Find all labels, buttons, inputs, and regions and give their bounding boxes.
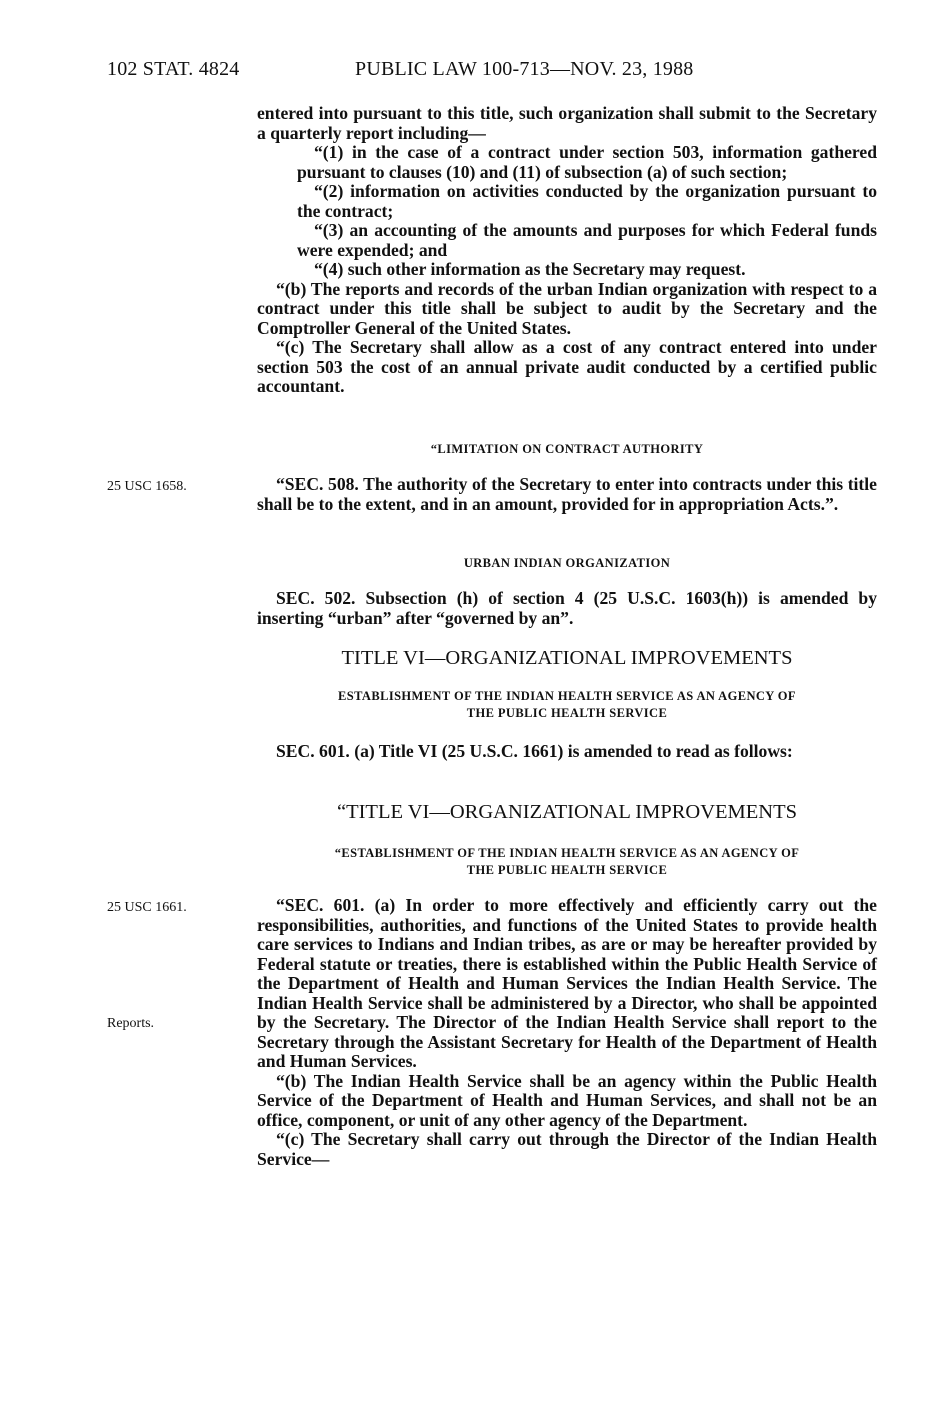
running-head-law: PUBLIC LAW 100-713—NOV. 23, 1988	[355, 58, 694, 80]
sec-502-section	[257, 589, 877, 628]
paragraph-continuation: entered into pursuant to this title, such organization shall submit to the Secretary a quarterly report including—	[257, 103, 877, 143]
heading-establishment-quoted	[257, 845, 877, 879]
title-vi-quoted-heading: “TITLE VI—ORGANIZATIONAL IMPROVEMENTS	[336, 801, 798, 823]
subsection-b-audit: “(b) The reports and records of the urban Indian organization with respect to a contract under this title shall be subject to audit by the Secretary and the Comptroller General of the United States.	[257, 278, 877, 338]
sec-601-subsection-c: “(c) The Secretary shall carry out through the Director of the Indian Health Service—	[257, 1129, 877, 1169]
margin-note-reports: Reports.	[107, 1016, 155, 1031]
heading-limitation: “LIMITATION ON CONTRACT AUTHORITY	[430, 442, 704, 456]
sec-601-quoted-section	[257, 896, 877, 1169]
heading-establishment	[257, 688, 877, 722]
stat-page-number: 102 STAT. 4824	[107, 58, 240, 80]
sec-508-section	[257, 475, 877, 514]
sec-502-text: SEC. 502. Subsection (h) of section 4 (25 U.S.C. 1603(h)) is amended by inserting “urban” after “governed by an”.	[257, 588, 877, 628]
sec-601-amendment	[257, 742, 877, 762]
sec-601-subsection-b: “(b) The Indian Health Service shall be an agency within the Public Health Service of the Department of Health and Human Services, and shall not be an office, component, or unit of any other agency of the Department.	[257, 1070, 877, 1130]
subsection-c-audit-cost: “(c) The Secretary shall allow as a cost of any contract entered into under section 503 the cost of an annual private audit conducted by a certified public accountant.	[257, 337, 877, 396]
heading-establishment-quoted-line-2: THE PUBLIC HEALTH SERVICE	[466, 863, 668, 877]
heading-establishment-line-1: ESTABLISHMENT OF THE INDIAN HEALTH SERVICE AS AN AGENCY OF	[338, 689, 796, 703]
clause-4: “(4) such other information as the Secretary may request.	[314, 259, 746, 279]
heading-establishment-quoted-line-1: “ESTABLISHMENT OF THE INDIAN HEALTH SERVICE AS AN AGENCY OF	[334, 846, 800, 860]
heading-establishment-line-2: THE PUBLIC HEALTH SERVICE	[466, 706, 668, 720]
sec-508-text: “SEC. 508. The authority of the Secretary to enter into contracts under this title shall be to the extent, and in an amount, provided for in appropriation Acts.”.	[257, 474, 877, 514]
heading-urban-indian-organization: URBAN INDIAN ORGANIZATION	[463, 556, 671, 570]
margin-note-25usc1658: 25 USC 1658.	[107, 479, 187, 494]
sec-601-intro: SEC. 601. (a) Title VI (25 U.S.C. 1661) is amended to read as follows:	[276, 741, 793, 761]
contract-reports-section	[257, 104, 877, 397]
title-vi-heading: TITLE VI—ORGANIZATIONAL IMPROVEMENTS	[341, 647, 793, 669]
clause-1: “(1) in the case of a contract under section 503, information gathered pursuant to clauses (10) and (11) of subsection (a) of such section;	[297, 142, 877, 182]
clause-3: “(3) an accounting of the amounts and purposes for which Federal funds were expended; and	[297, 220, 877, 260]
clause-2: “(2) information on activities conducted by the organization pursuant to the contract;	[297, 181, 877, 221]
sec-601-subsection-a: “SEC. 601. (a) In order to more effectively and efficiently carry out the responsibilities, authorities, and functions of the United States to provide health care services to Indians and Indian tribes, as are or may be hereafter provided by Federal statute or treaties, there is established within the Public Health Service of the Department of Health and Human Services the Indian Health Service. The Indian Health Service shall be administered by a Director, who shall be appointed by the Secretary. The Director of the Indian Health Service shall report to the Secretary through the Assistant Secretary for Health of the Department of Health and Human Services.	[257, 895, 877, 1071]
margin-note-25usc1661: 25 USC 1661.	[107, 900, 187, 915]
